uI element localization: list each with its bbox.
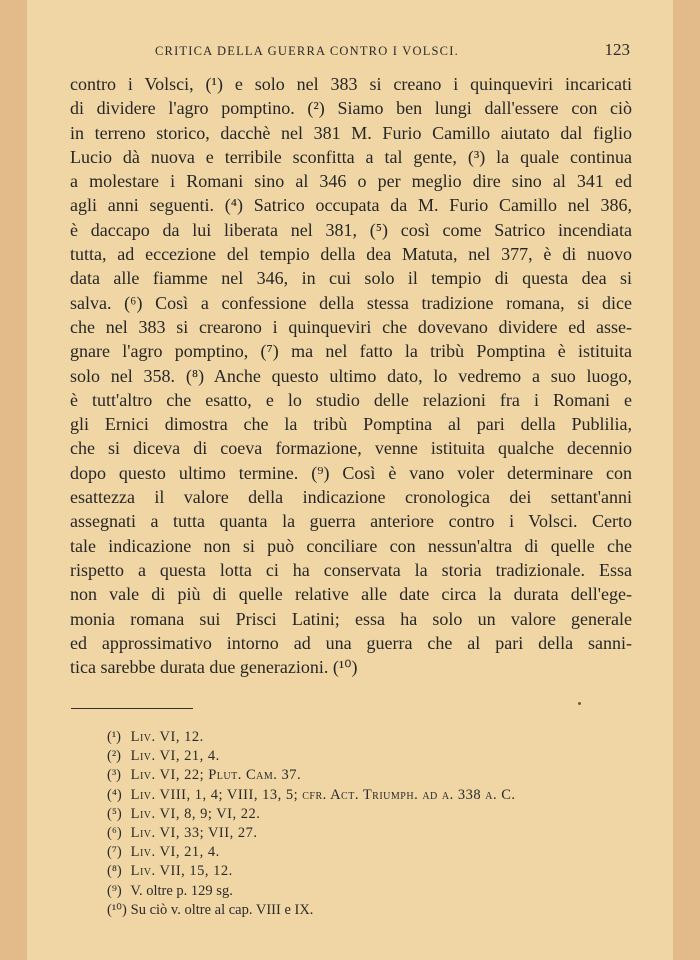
body-line: non vale di più di quelle relative alle date circa la durata dell'ege- bbox=[70, 584, 632, 605]
footnote-ref: (⁷) bbox=[107, 844, 122, 861]
body-line: a molestare i Romani sino al 346 o per meglio dire sino al 341 ed bbox=[70, 171, 632, 192]
footnote-ref: (⁴) bbox=[107, 786, 122, 803]
page-header bbox=[27, 40, 673, 64]
footnote-text: Liv. VII, 15, 12. bbox=[130, 863, 233, 880]
book-page bbox=[27, 0, 673, 960]
footnotes bbox=[107, 728, 627, 920]
body-line: assegnati a tutta quanta la guerra anteriore contro i Volsci. Certo bbox=[70, 511, 632, 532]
footnote-text: Liv. VI, 21, 4. bbox=[130, 748, 220, 765]
footnote-text: Liv. VI, 33; VII, 27. bbox=[130, 825, 258, 842]
footnote bbox=[107, 728, 627, 747]
page-speck bbox=[578, 702, 581, 705]
footnote-text: Liv. VI, 22; Plut. Cam. 37. bbox=[130, 767, 302, 784]
footnote-text: Liv. VI, 21, 4. bbox=[130, 844, 220, 861]
footnote bbox=[107, 862, 627, 881]
body-line: data alle fiamme nel 346, in cui solo il tempio di questa dea si bbox=[70, 268, 632, 289]
body-line: solo nel 358. (⁸) Anche questo ultimo dato, lo vedremo a suo luogo, bbox=[70, 365, 632, 386]
footnote bbox=[107, 805, 627, 824]
footnote-text: Liv. VI, 8, 9; VI, 22. bbox=[130, 805, 261, 822]
footnote-ref: (²) bbox=[107, 748, 122, 765]
footnote-separator bbox=[71, 708, 193, 709]
body-line: salva. (⁶) Così a confessione della stessa tradizione romana, si dice bbox=[70, 292, 632, 313]
footnote-ref: (¹⁰) bbox=[107, 901, 127, 918]
body-line: che nel 383 si crearono i quinqueviri che dovevano dividere ed asse- bbox=[70, 316, 632, 337]
body-line: in terreno storico, dacchè nel 381 M. Furio Camillo aiutato dal figlio bbox=[70, 122, 632, 143]
body-line: agli anni seguenti. (⁴) Satrico occupata da M. Furio Camillo nel 386, bbox=[70, 195, 632, 216]
body-line: tica sarebbe durata due generazioni. (¹⁰) bbox=[70, 657, 358, 678]
footnote-ref: (⁹) bbox=[107, 882, 122, 899]
footnote bbox=[107, 786, 627, 805]
footnote-ref: (⁵) bbox=[107, 805, 122, 822]
footnote-ref: (⁸) bbox=[107, 863, 122, 880]
footnote bbox=[107, 901, 627, 920]
body-line: è daccapo da lui liberata nel 381, (⁵) così come Satrico incendiata bbox=[70, 219, 632, 240]
body-line: di dividere l'agro pomptino. (²) Siamo ben lungi dall'essere con ciò bbox=[70, 98, 632, 119]
footnote-text: Liv. VIII, 1, 4; VIII, 13, 5; cfr. Act. Triumph. ad a. 338 a. C. bbox=[130, 786, 516, 803]
footnote bbox=[107, 843, 627, 862]
body-line: tutta, ad eccezione del tempio della dea Matuta, nel 377, è di nuovo bbox=[70, 244, 632, 265]
body-line: monia romana sui Prisci Latini; essa ha solo un valore generale bbox=[70, 608, 632, 629]
body-line: gnare l'agro pomptino, (⁷) ma nel fatto la tribù Pomptina è istituita bbox=[70, 341, 632, 362]
footnote-text: V. oltre p. 129 sg. bbox=[130, 882, 233, 899]
footnote-ref: (³) bbox=[107, 767, 122, 784]
footnote-text: Su ciò v. oltre al cap. VIII e IX. bbox=[130, 901, 314, 918]
footnote bbox=[107, 824, 627, 843]
page-number: 123 bbox=[604, 40, 630, 59]
footnote bbox=[107, 747, 627, 766]
body-line: è tutt'altro che esatto, e lo studio delle relazioni fra i Romani e bbox=[70, 389, 632, 410]
running-title: CRITICA DELLA GUERRA CONTRO I VOLSCI. bbox=[155, 44, 459, 58]
footnote bbox=[107, 766, 627, 785]
footnote-ref: (⁶) bbox=[107, 825, 122, 842]
body-text bbox=[70, 72, 632, 679]
body-line: tale indicazione non si può conciliare con nessun'altra di quelle che bbox=[70, 535, 632, 556]
footnote-ref: (¹) bbox=[107, 729, 122, 745]
body-line: che si diceva di coeva formazione, venne istituita qualche decennio bbox=[70, 438, 632, 459]
footnote-text: Liv. VI, 12. bbox=[130, 729, 204, 745]
body-line: dopo questo ultimo termine. (⁹) Così è vano voler determinare con bbox=[70, 462, 632, 483]
footnote bbox=[107, 882, 627, 901]
body-line: ed approssimativo intorno ad una guerra che al pari della sanni- bbox=[70, 632, 632, 653]
body-line: Lucio dà nuova e terribile sconfitta a tal gente, (³) la quale continua bbox=[70, 146, 632, 167]
body-line: contro i Volsci, (¹) e solo nel 383 si creano i quinqueviri incaricati bbox=[70, 74, 632, 94]
body-line: rispetto a questa lotta ci ha conservata la storia tradizionale. Essa bbox=[70, 559, 632, 580]
body-line: esattezza il valore della indicazione cronologica dei settant'anni bbox=[70, 487, 632, 508]
body-line: gli Ernici dimostra che la tribù Pomptina al pari della Publilia, bbox=[70, 414, 632, 435]
